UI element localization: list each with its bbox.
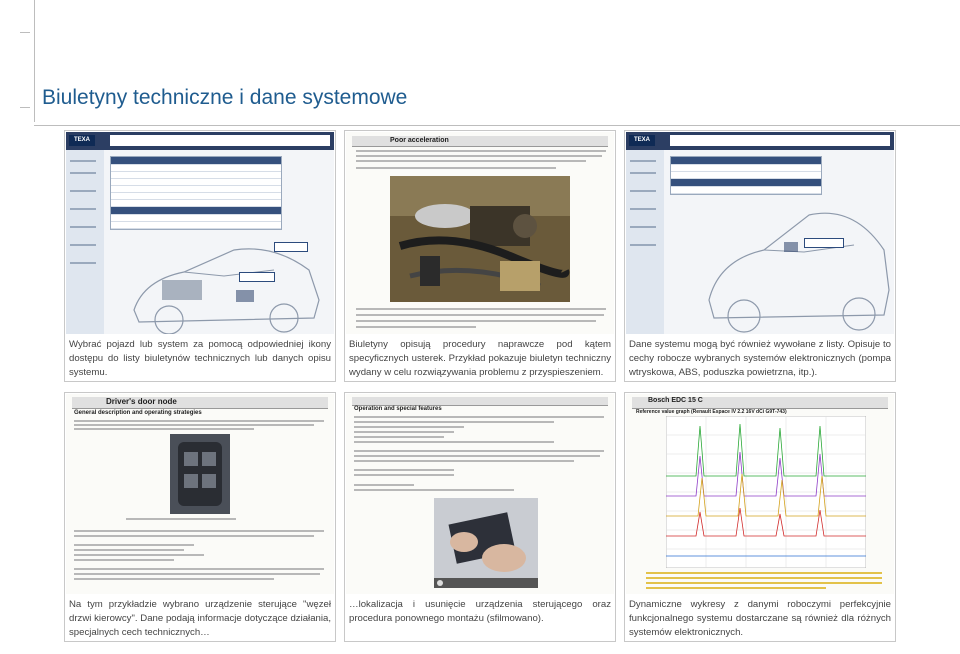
header-rule [34,125,960,126]
margin-tick-top [20,32,30,33]
screenshot-reference-graph [626,394,894,594]
engine-bay-photo [390,176,570,302]
screenshot-vehicle-selection [66,132,334,334]
page-title: Biuletyny techniczne i dane systemowe [42,86,408,109]
texa-logo: TEXA [69,135,95,146]
texa-logo: TEXA [629,135,655,146]
doc-subheading: Reference value graph (Renault Espace IV 2.2 16V dCi G9T-743) [636,409,787,415]
panel-reference-graph [624,392,896,642]
panel-removal-procedure [344,392,616,642]
car-wireframe-image [694,190,894,334]
screenshot-system-data [626,132,894,334]
app-content [104,150,334,334]
app-title-bar [626,132,894,150]
doc-heading: Operation and special features [354,406,442,412]
bulletin-table[interactable] [110,156,282,230]
doc-subheading: General description and operating strategies [74,410,202,416]
caption-removal-procedure: …lokalizacja i usunięcie urządzenia sterującego oraz procedura ponownego montażu (sfilmowano). [349,599,611,624]
screenshot-door-node [66,394,334,594]
reference-graph-image [666,416,866,568]
margin-tick-bottom [20,107,30,108]
left-navigation [626,150,665,334]
caption-reference-graph: Dynamiczne wykresy z danymi roboczymi perfekcyjnie funkcjonalnego systemu dostarczane są również dla różnych systemów elektronicznych. [629,599,891,638]
panel-bulletin-example [344,130,616,382]
app-title-bar [66,132,334,150]
caption-vehicle-selection: Wybrać pojazd lub system za pomocą odpowiedniej ikony dostępu do listy biuletynów technicznych lub danych opisu systemu. [69,339,331,378]
doc-heading: Bosch EDC 15 C [648,397,703,404]
panel-vehicle-selection [64,130,336,382]
screenshot-removal-procedure [346,394,614,594]
caption-bulletin-example: Biuletyny opisują procedury naprawcze pod kątem specyficznych usterek. Przykład pokazuje biuletyn techniczny wydany w celu rozwiązywania problemu z przyspieszeniem. [349,339,611,378]
doc-heading: Driver's door node [106,397,177,406]
system-callout-2[interactable] [239,272,275,282]
removal-video[interactable] [434,498,538,588]
caption-system-data: Dane systemu mogą być również wywołane z listy. Opisuje to cechy robocze wybranych systemów elektronicznych (pompa wtryskowa, ABS, poduszka powietrzna, itp.). [629,339,891,378]
panel-door-node [64,392,336,642]
vehicle-path-field [670,135,890,146]
doc-title-bar [352,397,608,406]
screenshot-bulletin [346,132,614,334]
system-callout-1[interactable] [274,242,308,252]
margin-rule-vertical [34,0,35,122]
door-switch-photo [170,434,230,514]
system-callout[interactable] [804,238,844,248]
vehicle-path-field [110,135,330,146]
app-content [664,150,894,334]
caption-door-node: Na tym przykładzie wybrano urządzenie sterujące "węzeł drzwi kierowcy". Dane podają informacje dotyczące działania, specjalnych cech technicznych… [69,599,331,638]
panel-system-data [624,130,896,382]
left-navigation [66,150,105,334]
bulletin-heading: Poor acceleration [390,137,449,144]
